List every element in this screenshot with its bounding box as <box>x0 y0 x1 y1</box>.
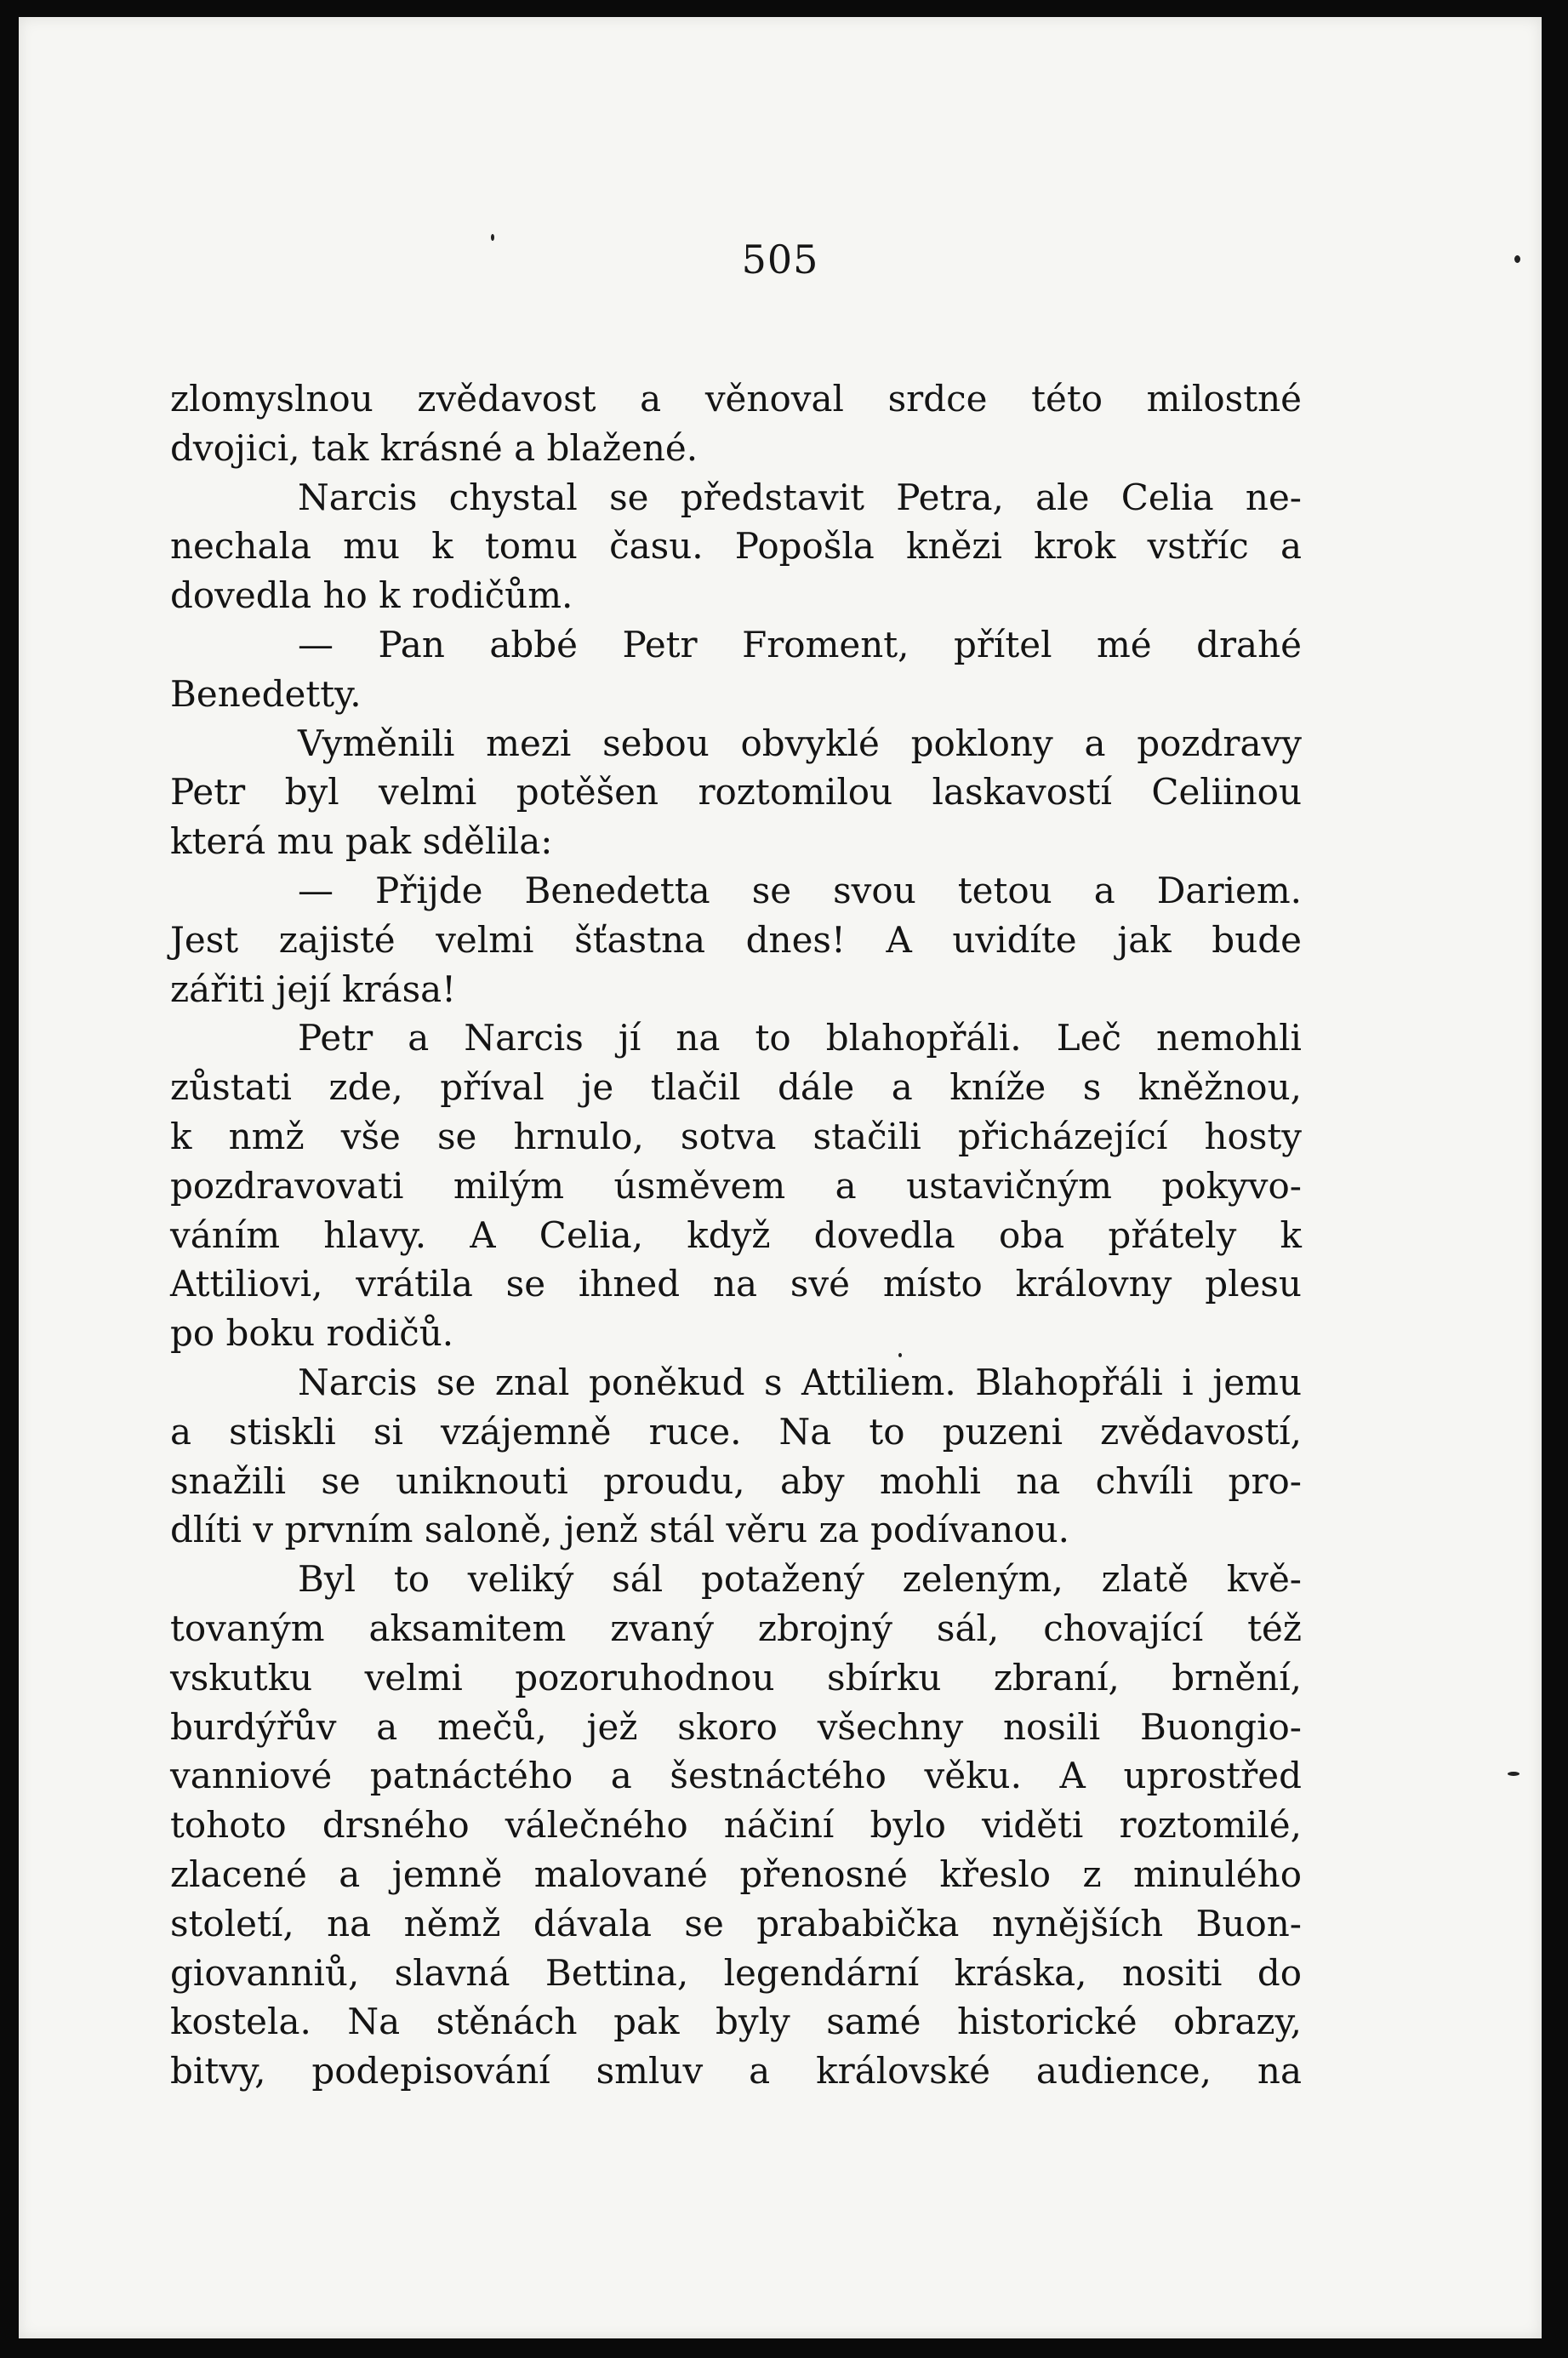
text-line: Attiliovi, vrátila se ihned na své místo královny plesu <box>170 1263 1302 1305</box>
text-line: pozdravovati milým úsměvem a ustavičným pokyvo- <box>170 1164 1302 1207</box>
text-line: dvojici, tak krásné a blažené. <box>170 426 698 469</box>
scan-speck <box>1508 1772 1520 1776</box>
text-line: giovanniů, slavná Bettina, legendární kráska, nositi do <box>170 1951 1302 1994</box>
text-line: Narcis chystal se představit Petra, ale Celia ne- <box>298 476 1302 518</box>
text-line: burdýřův a mečů, jež skoro všechny nosili Buongio- <box>170 1705 1302 1748</box>
text-line: Benedetty. <box>170 672 362 715</box>
scan-speck <box>898 1353 902 1357</box>
text-line: váním hlavy. A Celia, když dovedla oba přátely k <box>170 1213 1302 1256</box>
text-line: vskutku velmi pozoruhodnou sbírku zbraní, brnění, <box>170 1656 1302 1699</box>
text-line: po boku rodičů. <box>170 1312 454 1355</box>
text-line: tohoto drsného válečného náčiní bylo viděti roztomilé, <box>170 1804 1302 1847</box>
text-line: Petr a Narcis jí na to blahopřáli. Leč nemohli <box>298 1017 1302 1059</box>
text-line: zůstati zde, příval je tlačil dále a kníže s kněžnou, <box>170 1066 1302 1109</box>
scan-speck <box>491 234 494 241</box>
scan-speck <box>1514 255 1520 263</box>
text-line: kostela. Na stěnách pak byly samé historické obrazy, <box>170 2001 1302 2043</box>
text-line: tovaným aksamitem zvaný zbrojný sál, chovající též <box>170 1607 1302 1649</box>
text-line: Byl to veliký sál potažený zeleným, zlatě kvě- <box>298 1558 1302 1601</box>
text-line: Jest zajisté velmi šťastna dnes! A uvidíte jak bude <box>170 918 1302 961</box>
book-page <box>19 17 1542 2338</box>
text-line: k nmž vše se hrnulo, sotva stačili přicházející hosty <box>170 1115 1302 1157</box>
text-line: dlíti v prvním saloně, jenž stál věru za podívanou. <box>170 1509 1069 1551</box>
body-text <box>170 374 1302 2096</box>
page-number: 505 <box>741 237 819 283</box>
text-line: — Přijde Benedetta se svou tetou a Dariem. <box>298 869 1302 911</box>
text-line: zářiti její krása! <box>170 968 457 1010</box>
text-line: vanniové patnáctého a šestnáctého věku. A uprostřed <box>170 1755 1302 1797</box>
text-line: — Pan abbé Petr Froment, přítel mé drahé <box>298 623 1302 665</box>
text-line: století, na němž dávala se prababička nynějších Buon- <box>170 1902 1302 1944</box>
text-line: zlacené a jemně malované přenosné křeslo z minulého <box>170 1853 1302 1895</box>
text-line: snažili se uniknouti proudu, aby mohli na chvíli pro- <box>170 1459 1302 1502</box>
text-line: bitvy, podepisování smluv a královské audience, na <box>170 2050 1302 2093</box>
text-line: Narcis se znal poněkud s Attiliem. Blahopřáli i jemu <box>298 1361 1302 1403</box>
text-line: nechala mu k tomu času. Popošla knězi krok vstříc a <box>170 525 1302 568</box>
text-line: a stiskli si vzájemně ruce. Na to puzeni zvědavostí, <box>170 1410 1302 1453</box>
text-line: Vyměnili mezi sebou obvyklé poklony a pozdravy <box>298 722 1302 764</box>
text-line: která mu pak sdělila: <box>170 820 553 863</box>
text-line: zlomyslnou zvědavost a věnoval srdce této milostné <box>170 378 1302 420</box>
text-line: Petr byl velmi potěšen roztomilou laskavostí Celiinou <box>170 771 1302 814</box>
text-line: dovedla ho k rodičům. <box>170 574 573 617</box>
